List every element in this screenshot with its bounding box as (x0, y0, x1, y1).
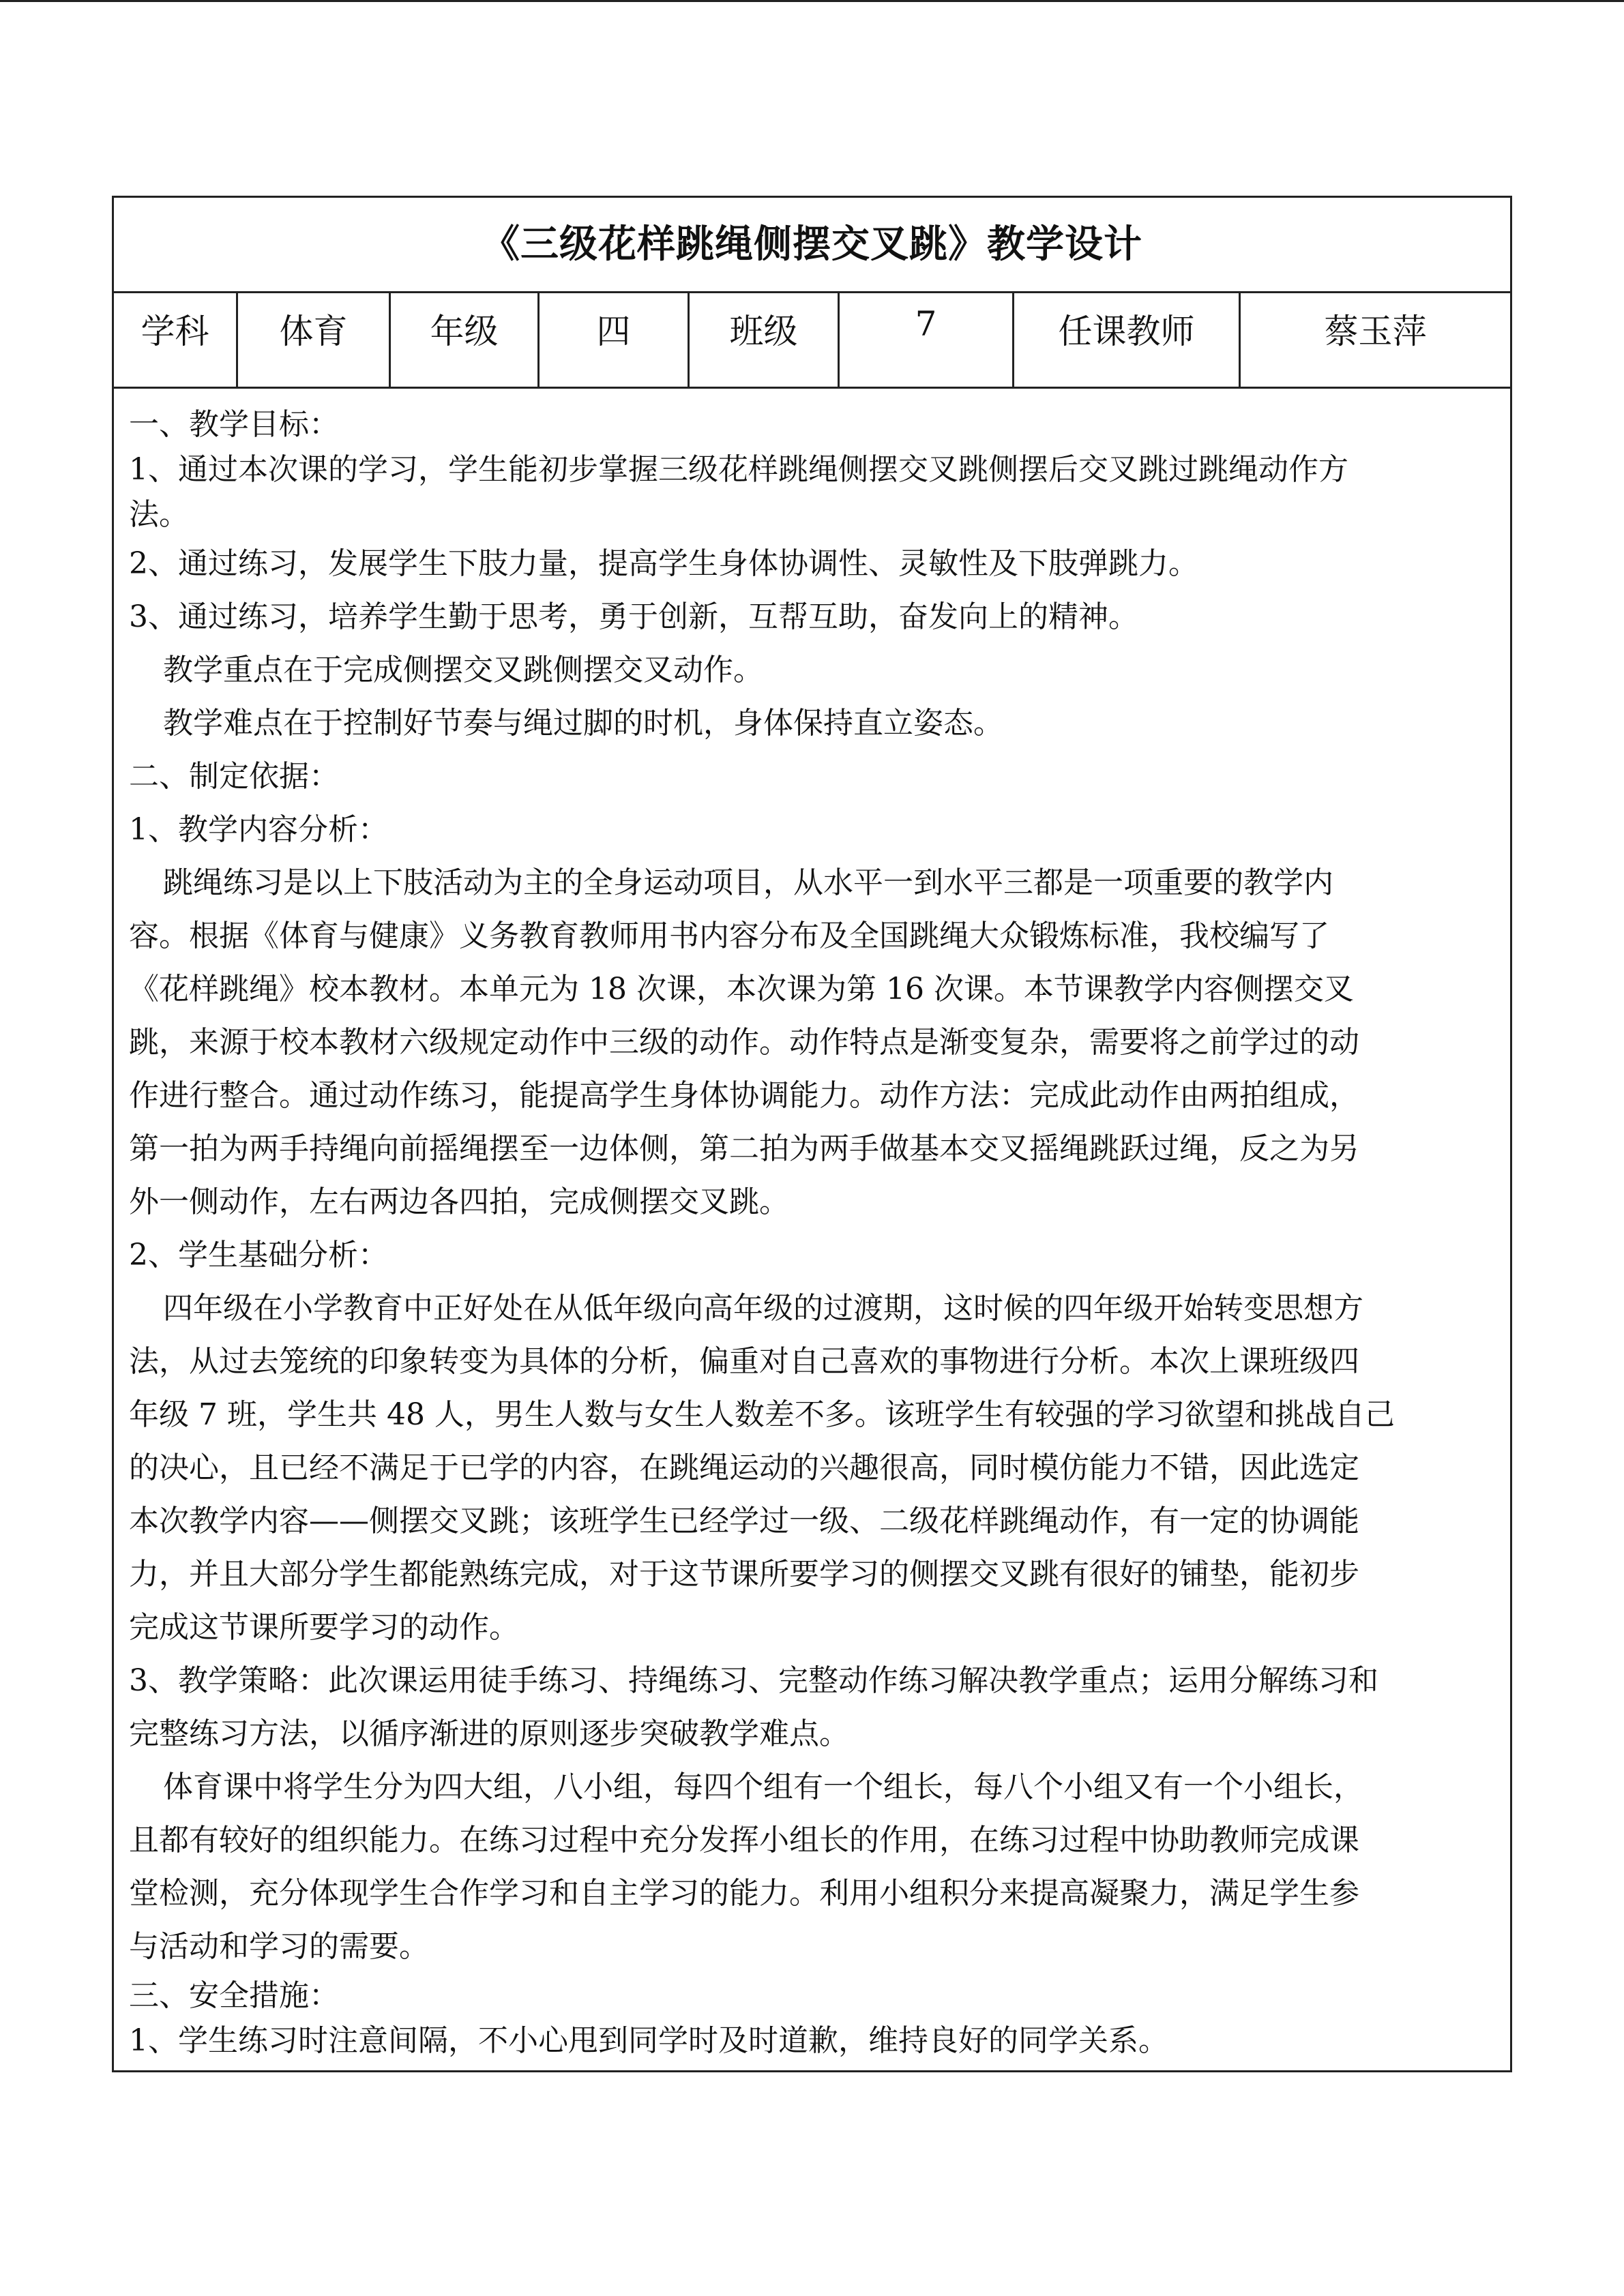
teacher-value-cell (1241, 293, 1510, 387)
class-label-cell (690, 293, 840, 387)
section-heading-safety: 三、安全措施： (129, 1978, 339, 2013)
subject-label: 学科 (141, 312, 209, 351)
info-row (114, 293, 1510, 389)
grade-label-cell (391, 293, 540, 387)
student-analysis-line: 年级 7 班，学生共 48 人，男生人数与女生人数差不多。该班学生有较强的学习欲望和挑战自己 (129, 1397, 1395, 1432)
lesson-content (129, 402, 1500, 2063)
subject-value: 体育 (279, 312, 348, 351)
student-analysis-line: 完成这节课所要学习的动作。 (129, 1610, 519, 1645)
student-analysis-line: 四年级在小学教育中正好处在从低年级向高年级的过渡期，这时候的四年级开始转变思想方 (163, 1291, 1363, 1326)
student-analysis-line: 本次教学内容——侧摆交叉跳；该班学生已经学过一级、二级花样跳绳动作，有一定的协调能 (129, 1504, 1359, 1538)
content-analysis-line: 外一侧动作，左右两边各四拍，完成侧摆交叉跳。 (129, 1184, 789, 1219)
section-heading-basis: 二、制定依据： (129, 759, 339, 794)
strategy-line: 3、教学策略：此次课运用徒手练习、持绳练习、完整动作练习解决教学重点；运用分解练习和 (129, 1663, 1378, 1698)
content-analysis-line: 作进行整合。通过动作练习，能提高学生身体协调能力。动作方法：完成此动作由两拍组成， (129, 1078, 1359, 1113)
grade-value-cell (540, 293, 690, 387)
grade-label: 年级 (430, 312, 499, 351)
content-analysis-line: 跳，来源于校本教材六级规定动作中三级的动作。动作特点是渐变复杂，需要将之前学过的动 (129, 1025, 1359, 1060)
page-top-rule (0, 0, 1624, 2)
teacher-value: 蔡玉萍 (1324, 312, 1427, 351)
content-analysis-line: 容。根据《体育与健康》义务教育教师用书内容分布及全国跳绳大众锻炼标准，我校编写了 (129, 919, 1329, 953)
safety-line: 1、学生练习时注意间隔，不小心甩到同学时及时道歉，维持良好的同学关系。 (129, 2023, 1168, 2058)
grouping-line: 与活动和学习的需要。 (129, 1929, 429, 1964)
key-point-line: 教学重点在于完成侧摆交叉跳侧摆交叉动作。 (163, 653, 763, 687)
student-analysis-line: 力，并且大部分学生都能熟练完成，对于这节课所要学习的侧摆交叉跳有很好的铺垫，能初步 (129, 1557, 1359, 1592)
grouping-line: 堂检测，充分体现学生合作学习和自主学习的能力。利用小组积分来提高凝聚力，满足学生参 (129, 1876, 1359, 1911)
goal-1-line-cont: 法。 (129, 497, 189, 532)
grouping-line: 体育课中将学生分为四大组，八小组，每四个组有一个组长，每八个小组又有一个小组长， (163, 1770, 1363, 1804)
student-analysis-line: 法，从过去笼统的印象转变为具体的分析，偏重对自己喜欢的事物进行分析。本次上课班级四 (129, 1344, 1359, 1379)
student-analysis-heading: 2、学生基础分析： (129, 1238, 388, 1272)
document-title: 《三级花样跳绳侧摆交叉跳》教学设计 (482, 221, 1142, 267)
content-analysis-line: 《花样跳绳》校本教材。本单元为 18 次课，本次课为第 16 次课。本节课教学内容侧摆交叉 (129, 972, 1354, 1007)
lesson-plan-table (112, 196, 1512, 2072)
goal-1-line: 1、通过本次课的学习，学生能初步掌握三级花样跳绳侧摆交叉跳侧摆后交叉跳过跳绳动作方 (129, 452, 1348, 487)
content-analysis-line: 第一拍为两手持绳向前摇绳摆至一边体侧，第二拍为两手做基本交叉摇绳跳跃过绳，反之为另 (129, 1131, 1359, 1166)
grouping-line: 且都有较好的组织能力。在练习过程中充分发挥小组长的作用，在练习过程中协助教师完成课 (129, 1823, 1359, 1858)
subject-value-cell (238, 293, 391, 387)
difficulty-line: 教学难点在于控制好节奏与绳过脚的时机，身体保持直立姿态。 (163, 706, 1003, 741)
class-value: 7 (915, 304, 937, 344)
goal-3-line: 3、通过练习，培养学生勤于思考，勇于创新，互帮互助，奋发向上的精神。 (129, 599, 1138, 634)
section-heading-goals: 一、教学目标： (129, 407, 339, 442)
teacher-label: 任课教师 (1058, 312, 1195, 351)
title-row (114, 198, 1510, 293)
content-analysis-heading: 1、教学内容分析： (129, 812, 388, 847)
student-analysis-line: 的决心，且已经不满足于已学的内容，在跳绳运动的兴趣很高，同时模仿能力不错，因此选定 (129, 1450, 1359, 1485)
subject-label-cell (114, 293, 238, 387)
teacher-label-cell (1014, 293, 1241, 387)
strategy-line: 完整练习方法，以循序渐进的原则逐步突破教学难点。 (129, 1716, 849, 1751)
content-analysis-line: 跳绳练习是以上下肢活动为主的全身运动项目，从水平一到水平三都是一项重要的教学内 (163, 865, 1333, 900)
class-value-cell (840, 293, 1014, 387)
grade-value: 四 (596, 312, 631, 351)
goal-2-line: 2、通过练习，发展学生下肢力量，提高学生身体协调性、灵敏性及下肢弹跳力。 (129, 546, 1198, 581)
class-label: 班级 (729, 312, 798, 351)
